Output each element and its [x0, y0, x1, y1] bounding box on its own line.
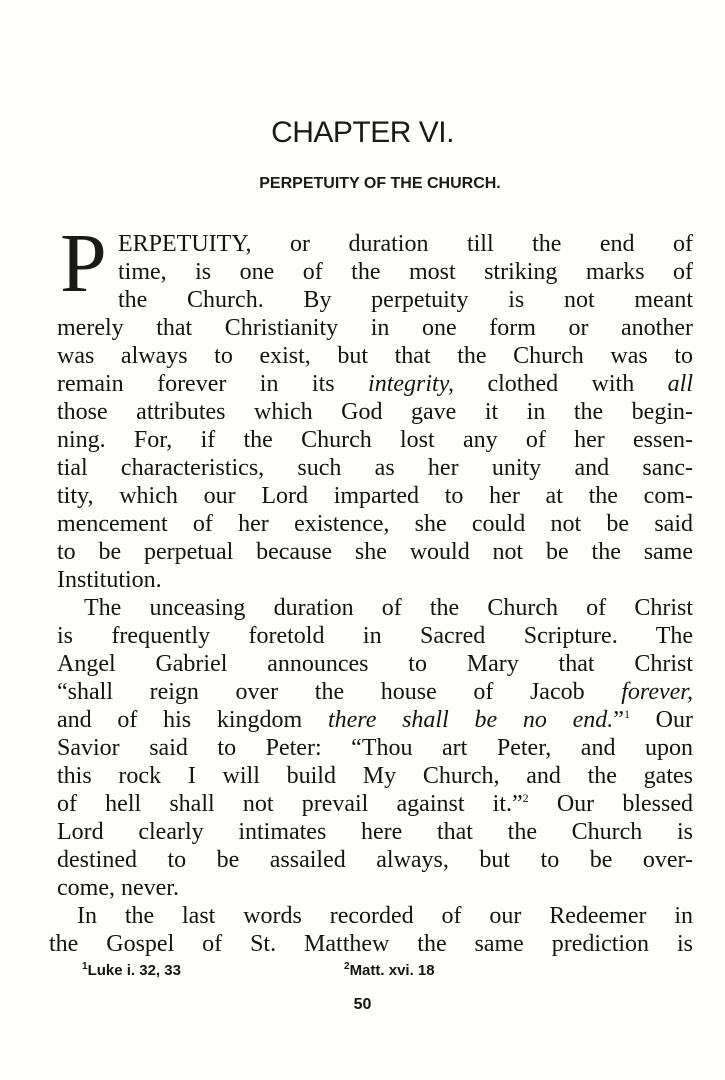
- body-line: tity, which our Lord imparted to her at the com-: [57, 483, 693, 509]
- body-line: tial characteristics, such as her unity and sanc-: [57, 455, 693, 481]
- footnote-text: Luke i. 32, 33: [87, 962, 181, 979]
- body-line: In the last words recorded of our Redeemer in: [77, 903, 693, 929]
- footnote: [82, 962, 181, 979]
- text-run: Our: [629, 707, 693, 733]
- body-line: Lord clearly intimates here that the Church is: [57, 819, 693, 845]
- text-run: and of his kingdom: [57, 707, 328, 733]
- chapter-subtitle: PERPETUITY OF THE CHURCH.: [259, 175, 501, 192]
- body-line: [57, 790, 693, 818]
- footnote-ref: 2: [522, 791, 529, 805]
- text-run: of hell shall not prevail against it.”: [57, 791, 523, 817]
- footnote-ref: 1: [623, 707, 630, 721]
- footnote: [344, 962, 435, 979]
- italic-run: all: [667, 371, 694, 397]
- body-line: the Church. By perpetuity is not meant: [118, 287, 693, 313]
- body-line: the Gospel of St. Matthew the same prediction is: [49, 931, 693, 957]
- chapter-title: CHAPTER VI.: [271, 116, 454, 149]
- text-run: “shall reign over the house of Jacob: [57, 679, 622, 705]
- body-line: to be perpetual because she would not be the same: [57, 539, 693, 565]
- body-line: is frequently foretold in Sacred Scripture. The: [57, 623, 693, 649]
- italic-run: there shall be no end.: [327, 707, 614, 733]
- body-line: mencement of her existence, she could not be said: [57, 511, 693, 537]
- body-line: destined to be assailed always, but to be over-: [57, 847, 693, 873]
- italic-run: forever,: [621, 679, 693, 705]
- text-run: clothed with: [454, 371, 668, 397]
- text-run: ”: [613, 707, 624, 733]
- footnote-mark: 2: [344, 961, 350, 972]
- drop-cap: P: [60, 217, 107, 310]
- body-line: this rock I will build My Church, and the gates: [57, 763, 693, 789]
- body-line: come, never.: [57, 875, 179, 901]
- body-line: Angel Gabriel announces to Mary that Christ: [57, 651, 693, 677]
- body-line: merely that Christianity in one form or another: [57, 315, 693, 341]
- body-line: [57, 678, 693, 706]
- italic-run: integrity,: [368, 371, 455, 397]
- text-run: remain forever in its: [57, 371, 369, 397]
- body-line: Institution.: [57, 567, 162, 593]
- body-line: those attributes which God gave it in the begin-: [57, 399, 693, 425]
- body-line: [57, 706, 693, 734]
- body-line: ERPETUITY, or duration till the end of: [118, 231, 693, 257]
- page-number: 50: [353, 996, 372, 1013]
- body-line: time, is one of the most striking marks of: [118, 259, 693, 285]
- body-line: [57, 370, 693, 398]
- body-line: Savior said to Peter: “Thou art Peter, and upon: [57, 735, 693, 761]
- text-run: Our blessed: [528, 791, 693, 817]
- footnote-mark: 1: [82, 961, 88, 972]
- footnote-text: Matt. xvi. 18: [349, 962, 435, 979]
- body-line: was always to exist, but that the Church was to: [57, 343, 693, 369]
- body-line: The unceasing duration of the Church of Christ: [84, 595, 693, 621]
- body-line: ning. For, if the Church lost any of her essen-: [57, 427, 693, 453]
